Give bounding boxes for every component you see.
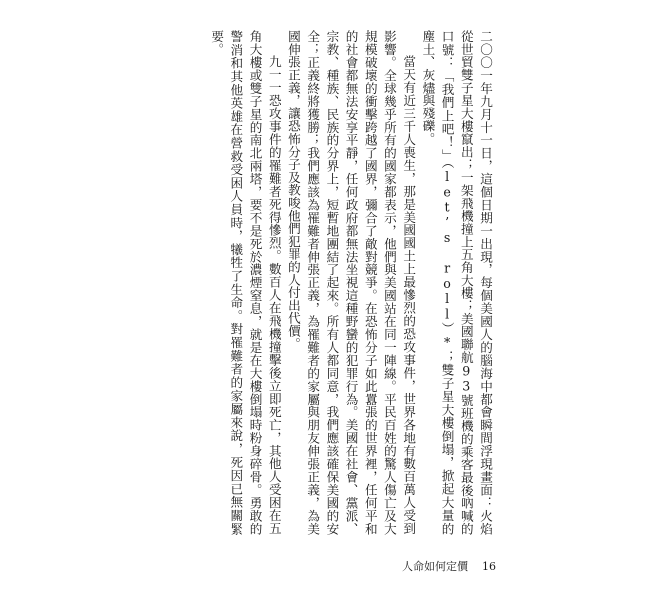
paragraph-victims: 九一一恐攻事件的罹難者死得慘烈。數百人在飛機撞擊後立即死亡，其他人受困在五角大樓或雙子星的南北兩塔，要不是死於濃煙窒息，就是在大樓倒塌時粉身碎骨。勇敢的警消和其他英雄在營救受困人員時，犧牲了生命。對罹難者的家屬來說，死因已無關緊要。 — [209, 30, 282, 535]
page-footer — [402, 558, 496, 574]
body-text — [169, 30, 495, 535]
paragraph-casualties: 當天有近三千人喪生，那是美國國土上最慘烈的恐攻事件，世界各地有數百萬人受到影響。全球幾乎所有的國家都表示，他們與美國站在同一陣線。平民百姓的驚人傷亡及大規模破壞的衝擊跨越了國界，彌合了敵對競爭。在恐怖分子如此囂張的世界裡，任何平和的社會都無法安享平靜，任何政府都無法坐視這種野蠻的犯罪行為。美國在社會、黨派、宗教、種族、民族的分界上，短暫地團結了起來。所有人都同意，我們應該確保美國的安全；正義終將獲勝；我們應該為罹難者伸張正義，為罹難者的家屬與朋友伸張正義，為美國伸張正義，讓恐怖分子及教唆他們犯罪的人付出代價。 — [285, 30, 417, 535]
paragraph-opening: 二〇〇一年九月十一日，這個日期一出現，每個美國人的腦海中都會瞬間浮現畫面：火焰從世貿雙子星大樓竄出；一架飛機撞上五角大樓；美國聯航93號班機的乘客最後吶喊的口號：「我們上吧！」（let’s roll）*；雙子星大樓倒塌，掀起大量的塵土、灰燼與殘礫。 — [420, 30, 493, 535]
running-title: 人命如何定價 — [402, 560, 468, 573]
page-number: 16 — [482, 560, 496, 573]
